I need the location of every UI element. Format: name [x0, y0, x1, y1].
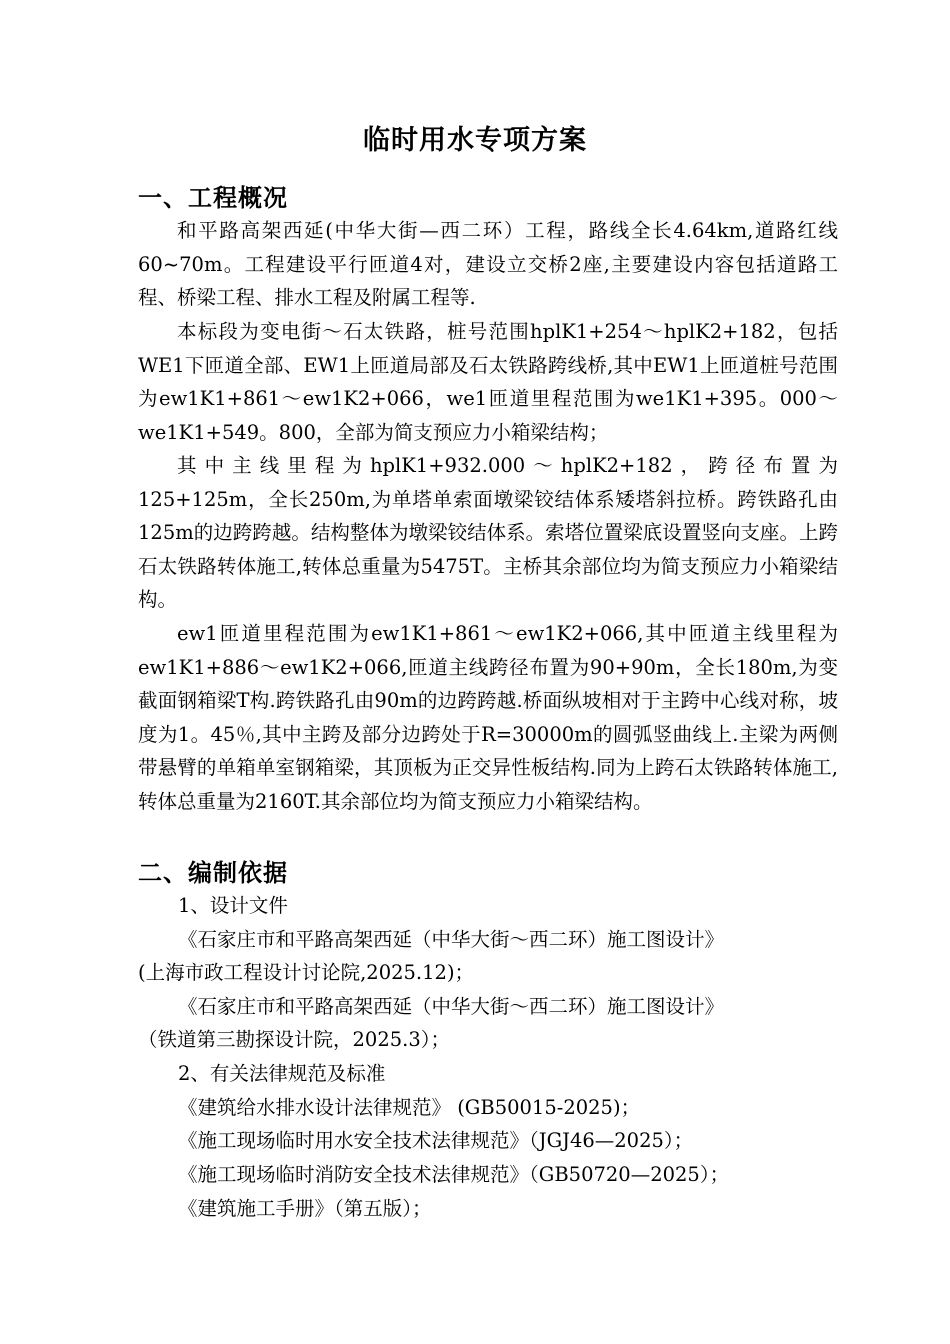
section-heading-basis: 二、编制依据 — [138, 859, 288, 887]
standard-3: 《施工现场临时消防安全技术法律规范》（GB50720—2025）； — [178, 1163, 730, 1186]
standard-2: 《施工现场临时用水安全技术法律规范》（JGJ46—2025）； — [178, 1129, 694, 1152]
paragraph-overview-3: 其中主线里程为hplK1+932.000～hplK2+182，跨径布置为125+125m，全长250m,为单塔单索面墩梁铰结体系矮塔斜拉桥。跨铁路孔由125m的边跨跨越。结构整体为墩梁铰结体系。索塔位置梁底设置竖向支座。上跨石太铁路转体施工,转体总重量为5475T。主桥其余部位均为简支预应力小箱梁结构。 — [138, 454, 838, 611]
standard-4: 《建筑施工手册》（第五版）； — [178, 1197, 432, 1220]
subheading-standards: 2、有关法律规范及标准 — [178, 1062, 386, 1085]
paragraph-overview-1: 和平路高架西延(中华大街—西二环）工程，路线全长4.64km,道路红线60~70m。工程建设平行匝道4对，建设立交桥2座,主要建设内容包括道路工程、桥梁工程、排水工程及附属工程等. — [138, 219, 838, 309]
subheading-design-docs: 1、设计文件 — [178, 894, 288, 917]
paragraph-overview-4: ew1匝道里程范围为ew1K1+861～ew1K2+066,其中匝道主线里程为ew1K1+886～ew1K2+066,匝道主线跨径布置为90+90m，全长180m,为变截面钢箱梁T构.跨铁路孔由90m的边跨跨越.桥面纵坡相对于主跨中心线对称，坡度为1。45％,其中主跨及部分边跨处于R=30000m的圆弧竖曲线上.主梁为两侧带悬臂的单箱单室钢箱梁，其顶板为正交异性板结构.同为上跨石太铁路转体施工,转体总重量为2160T.其余部位均为简支预应力小箱梁结构。 — [138, 622, 838, 813]
reference-2-source: （铁道第三勘探设计院，2025.3）； — [138, 1028, 450, 1051]
section-heading-overview: 一、工程概况 — [138, 184, 288, 212]
document-title: 临时用水专项方案 — [363, 125, 587, 156]
reference-1-title: 《石家庄市和平路高架西延（中华大街～西二环）施工图设计》 — [178, 928, 725, 951]
paragraph-overview-2: 本标段为变电街～石太铁路，桩号范围hplK1+254～hplK2+182，包括WE1下匝道全部、EW1上匝道局部及石太铁路跨线桥,其中EW1上匝道桩号范围为ew1K1+861～ew1K2+066，we1匝道里程范围为we1K1+395。000～ we1K1+549。800，全部为简支预应力小箱梁结构； — [138, 320, 838, 444]
standard-1: 《建筑给水排水设计法律规范》 (GB50015-2025)； — [178, 1096, 641, 1119]
reference-2-title: 《石家庄市和平路高架西延（中华大街～西二环）施工图设计》 — [178, 995, 725, 1018]
reference-1-source: (上海市政工程设计讨论院,2025.12)； — [138, 961, 475, 984]
